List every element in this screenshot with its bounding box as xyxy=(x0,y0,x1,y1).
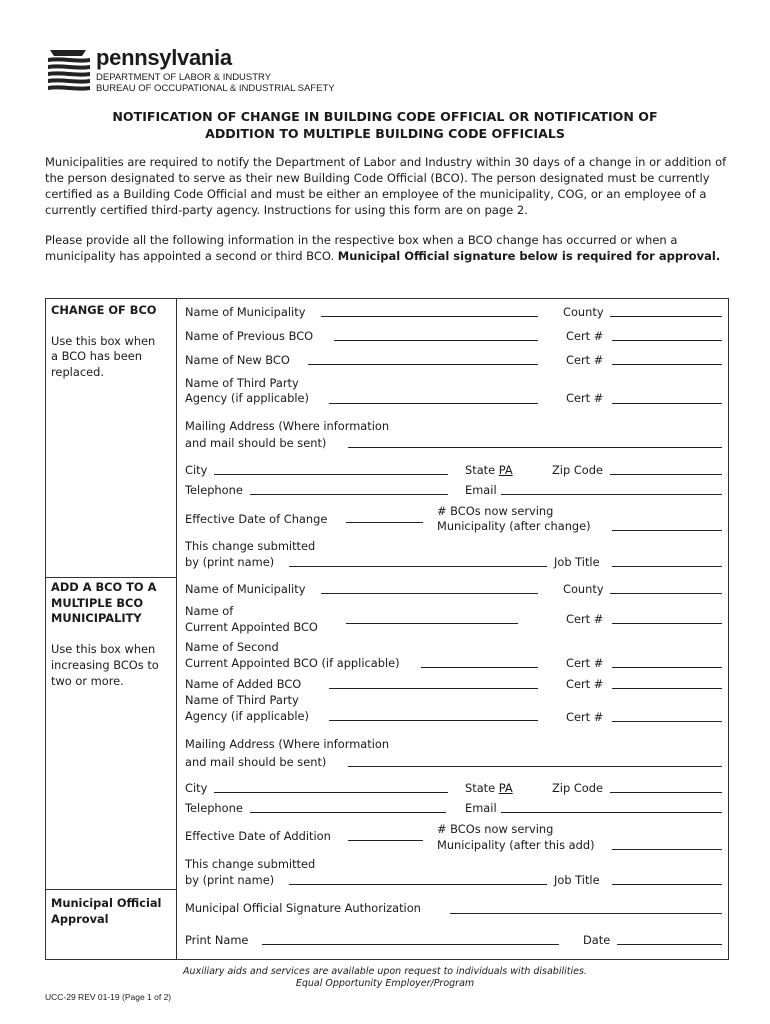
add-added-bco-label: Name of Added BCO xyxy=(185,677,302,691)
add-email-label: Email xyxy=(465,801,497,815)
add-second-bco-label-2: Current Appointed BCO (if applicable) xyxy=(185,656,400,670)
approval-date-label: Date xyxy=(583,933,611,947)
change-mailing-label-2: and mail should be sent) xyxy=(185,436,327,450)
change-municipality-field[interactable] xyxy=(321,316,538,317)
approval-heading-2: Approval xyxy=(51,912,109,926)
change-bcos-field[interactable] xyxy=(612,530,722,531)
add-email-field[interactable] xyxy=(501,812,722,813)
change-previous-bco-field[interactable] xyxy=(334,340,538,341)
add-second-cert-label: Cert # xyxy=(566,656,604,670)
add-city-field[interactable] xyxy=(214,792,448,793)
department-name: DEPARTMENT OF LABOR & INDUSTRY xyxy=(96,72,272,83)
add-second-cert-field[interactable] xyxy=(612,667,722,668)
change-submitted-label-2: by (print name) xyxy=(185,555,275,569)
add-bcos-label-2: Municipality (after this add) xyxy=(437,838,595,852)
add-bcos-label-1: # BCOs now serving xyxy=(437,822,554,836)
change-third-party-label-1: Name of Third Party xyxy=(185,376,299,390)
change-new-cert-label: Cert # xyxy=(566,353,604,367)
add-third-party-label-1: Name of Third Party xyxy=(185,693,299,707)
section-divider-2 xyxy=(46,889,176,890)
add-effective-date-label: Effective Date of Addition xyxy=(185,829,331,843)
add-third-party-label-2: Agency (if applicable) xyxy=(185,709,309,723)
bureau-name: BUREAU OF OCCUPATIONAL & INDUSTRIAL SAFETY xyxy=(96,83,335,94)
change-effective-date-label: Effective Date of Change xyxy=(185,512,328,526)
add-section-heading-2: MULTIPLE BCO xyxy=(51,596,144,610)
intro-paragraph-2-text: Please provide all the following information in the respective box when a BCO change has occurred or when a municipality has appointed a second or third BCO. xyxy=(45,233,678,263)
approval-heading-1: Municipal Official xyxy=(51,896,162,910)
add-mailing-field[interactable] xyxy=(348,766,722,767)
change-third-party-label-2: Agency (if applicable) xyxy=(185,391,309,405)
change-new-cert-field[interactable] xyxy=(612,364,722,365)
add-effective-date-field[interactable] xyxy=(348,840,423,841)
add-municipality-label: Name of Municipality xyxy=(185,582,306,596)
change-previous-cert-label: Cert # xyxy=(566,329,604,343)
change-city-field[interactable] xyxy=(214,474,448,475)
column-divider xyxy=(176,299,177,959)
change-previous-bco-label: Name of Previous BCO xyxy=(185,329,314,343)
add-section-heading-3: MUNICIPALITY xyxy=(51,611,142,625)
change-submitted-label-1: This change submitted xyxy=(185,539,316,553)
add-zip-label: Zip Code xyxy=(552,781,603,795)
add-added-cert-field[interactable] xyxy=(612,688,722,689)
add-second-bco-field[interactable] xyxy=(421,667,538,668)
change-note-1: Use this box when xyxy=(51,334,156,348)
add-county-label: County xyxy=(563,582,604,596)
add-added-cert-label: Cert # xyxy=(566,677,604,691)
change-telephone-label: Telephone xyxy=(185,483,243,497)
change-county-field[interactable] xyxy=(610,316,722,317)
add-job-title-field[interactable] xyxy=(612,884,722,885)
change-county-label: County xyxy=(563,305,604,319)
add-current-cert-field[interactable] xyxy=(612,623,722,624)
change-state-value: PA xyxy=(498,463,513,477)
change-section-heading: CHANGE OF BCO xyxy=(51,303,157,317)
approval-print-name-label: Print Name xyxy=(185,933,249,947)
change-bcos-label-2: Municipality (after change) xyxy=(437,519,591,533)
change-submitted-field[interactable] xyxy=(289,566,547,567)
add-state-label xyxy=(465,781,513,796)
add-submitted-field[interactable] xyxy=(289,884,547,885)
change-email-field[interactable] xyxy=(501,494,722,495)
form-title-line1: NOTIFICATION OF CHANGE IN BUILDING CODE OFFICIAL OR NOTIFICATION OF xyxy=(112,109,658,124)
change-effective-date-field[interactable] xyxy=(346,522,423,523)
add-note-1: Use this box when xyxy=(51,642,156,656)
footer-line-2: Equal Opportunity Employer/Program xyxy=(295,978,475,989)
form-title-line2: ADDITION TO MULTIPLE BUILDING CODE OFFICIALS xyxy=(205,126,565,141)
change-third-party-cert-label: Cert # xyxy=(566,391,604,405)
add-municipality-field[interactable] xyxy=(321,593,538,594)
add-added-bco-field[interactable] xyxy=(329,688,538,689)
approval-print-name-field[interactable] xyxy=(262,944,559,945)
intro-paragraph-1: Municipalities are required to notify the Department of Labor and Industry within 30 days of a change in or addition of the person designated to serve as their new Building Code Official (BCO). The person designated must be currently certified as a Building Code Official and must be either an employee of the municipality, COG, or an employee of a currently certified third-party agency. Instructions for using this form are on page 2. xyxy=(45,155,727,217)
approval-signature-field[interactable] xyxy=(450,913,722,914)
change-new-bco-label: Name of New BCO xyxy=(185,353,290,367)
add-third-party-cert-label: Cert # xyxy=(566,710,604,724)
change-state-text: State xyxy=(465,463,496,477)
change-municipality-label: Name of Municipality xyxy=(185,305,306,319)
add-third-party-field[interactable] xyxy=(329,720,538,721)
intro-paragraph-2 xyxy=(45,232,735,264)
add-current-bco-label-2: Current Appointed BCO xyxy=(185,620,318,634)
add-mailing-label-2: and mail should be sent) xyxy=(185,755,327,769)
add-third-party-cert-field[interactable] xyxy=(612,721,722,722)
add-current-cert-label: Cert # xyxy=(566,612,604,626)
intro-paragraph-2-bold: Municipal Official signature below is required for approval. xyxy=(337,249,721,263)
brand-name: pennsylvania xyxy=(96,45,232,70)
change-state-label xyxy=(465,463,513,478)
footer-notice xyxy=(0,966,770,990)
add-telephone-label: Telephone xyxy=(185,801,243,815)
change-zip-label: Zip Code xyxy=(552,463,603,477)
add-current-bco-field[interactable] xyxy=(346,623,518,624)
add-mailing-label-1: Mailing Address (Where information xyxy=(185,737,390,751)
change-note-2: a BCO has been xyxy=(51,349,142,363)
add-job-title-label: Job Title xyxy=(554,873,600,887)
add-submitted-label-2: by (print name) xyxy=(185,873,275,887)
change-mailing-label-1: Mailing Address (Where information xyxy=(185,419,390,433)
add-current-bco-label-1: Name of xyxy=(185,604,234,618)
add-zip-field[interactable] xyxy=(610,792,722,793)
department-line xyxy=(96,72,335,94)
approval-signature-label: Municipal Official Signature Authorization xyxy=(185,901,421,915)
add-submitted-label-1: This change submitted xyxy=(185,857,316,871)
change-email-label: Email xyxy=(465,483,497,497)
change-note-3: replaced. xyxy=(51,365,104,379)
add-telephone-field[interactable] xyxy=(250,812,446,813)
add-second-bco-label-1: Name of Second xyxy=(185,640,279,654)
change-mailing-field[interactable] xyxy=(348,447,722,448)
approval-date-field[interactable] xyxy=(617,944,722,945)
change-job-title-field[interactable] xyxy=(612,566,722,567)
add-county-field[interactable] xyxy=(610,593,722,594)
form-code: UCC-29 REV 01-19 (Page 1 of 2) xyxy=(45,992,172,1002)
change-zip-field[interactable] xyxy=(610,474,722,475)
pennsylvania-keystone-logo xyxy=(44,46,92,94)
add-city-label: City xyxy=(185,781,208,795)
add-bcos-field[interactable] xyxy=(612,849,722,850)
add-section-heading-1: ADD A BCO TO A xyxy=(51,580,157,594)
add-note-3: two or more. xyxy=(51,674,124,688)
add-state-value: PA xyxy=(498,781,513,795)
form-box xyxy=(45,298,729,960)
change-telephone-field[interactable] xyxy=(250,494,448,495)
change-third-party-cert-field[interactable] xyxy=(612,403,722,404)
change-third-party-field[interactable] xyxy=(329,403,538,404)
change-new-bco-field[interactable] xyxy=(308,364,538,365)
change-city-label: City xyxy=(185,463,208,477)
form-title xyxy=(0,108,770,142)
change-job-title-label: Job Title xyxy=(554,555,600,569)
footer-line-1: Auxiliary aids and services are available upon request to individuals with disabilities. xyxy=(183,966,587,977)
change-previous-cert-field[interactable] xyxy=(612,340,722,341)
add-state-text: State xyxy=(465,781,496,795)
add-note-2: increasing BCOs to xyxy=(51,658,159,672)
section-divider-1 xyxy=(46,577,176,578)
change-bcos-label-1: # BCOs now serving xyxy=(437,504,554,518)
